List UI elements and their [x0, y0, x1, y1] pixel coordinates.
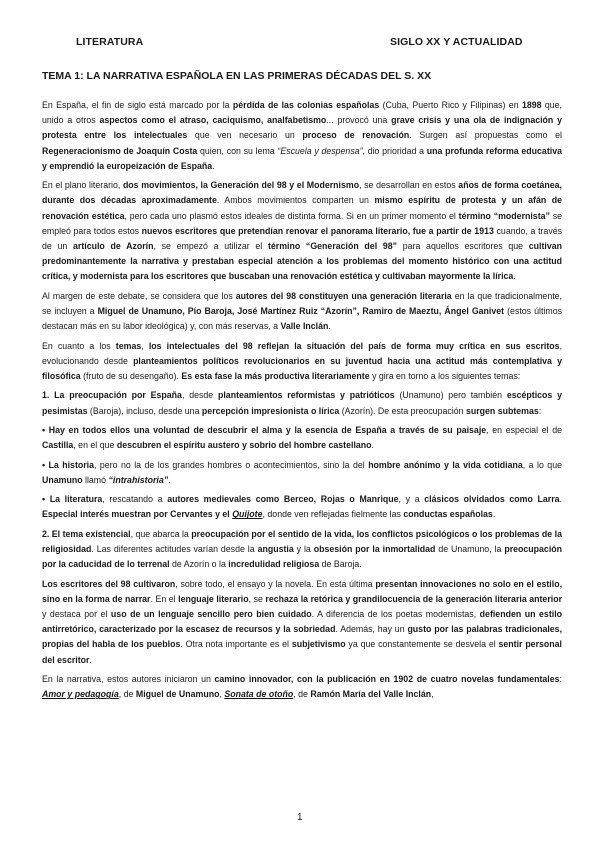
list-item: • Hay en todos ellos una voluntad de descubrir el alma y la esencia de España a través de su paisaje, en especial el de Castilla, en el que descubren el espíritu austero y sobrio del hombre castellano. [42, 425, 562, 451]
paragraph-theme-existential: 2. El tema existencial, que abarca la preocupación por el sentido de la vida, los conflictos psicológicos o los problemas de la religiosidad. Las diferentes actitudes varían desde la angustia y la obsesión por la inmortalidad de Unamuno, la preocupación por la caducidad de lo terrenal de Azorín o la incredulidad religiosa de Baroja. [42, 528, 563, 570]
header-period: SIGLO XX Y ACTUALIDAD [390, 36, 523, 48]
page-number: 1 [297, 812, 303, 823]
list-item: • La historia, pero no la de los grandes hombres o acontecimientos, sino la del hombre anónimo y la vida cotidiana, a lo que Unamuno llamó “intrahistoria”. [42, 459, 562, 485]
header-subject: LITERATURA [76, 36, 144, 48]
page-title: TEMA 1: LA NARRATIVA ESPAÑOLA EN LAS PRIMERAS DÉCADAS DEL S. XX [42, 70, 432, 82]
paragraph-authors: Al margen de este debate, se considera que los autores del 98 constituyen una generación literaria en la que tradicionalmente, se incluyen a Miguel de Unamuno, Pío Baroja, José Martínez Ruiz “Azorín”, Ramiro de Maeztu, Ángel Ganivet (estos últimos destacan más en su labor ideológica) y, con más reservas, a Valle Inclán. [42, 290, 563, 332]
paragraph-narrative: En la narrativa, estos autores iniciaron un camino innovador, con la publicación en 1902 de cuatro novelas fundamentales: Amor y pedagogía, de Miguel de Unamuno, Sonata de otoño, de Ramón María del Valle Inclán, [42, 673, 562, 700]
paragraph-style: Los escritores del 98 cultivaron, sobre todo, el ensayo y la novela. En esta última presentan innovaciones no solo en el estilo, sino en la forma de narrar. En el lenguaje literario, se rechaza la retórica y grandilocuencia de la generación literaria anterior y destaca por el uso de un lenguaje sencillo pero bien cuidado. A diferencia de los poetas modernistas, defienden un estilo antirretórico, caracterizado por la escasez de recursos y la sobriedad. Además, hay un gusto por las palabras tradicionales, propias del habla de los pueblos. Otra nota importante es el subjetivismo ya que constantemente se desvela el sentir personal del escritor. [42, 578, 563, 665]
paragraph-theme-spain: 1. La preocupación por España, desde planteamientos reformistas y patrióticos (Unamuno) pero también escépticos y pesimistas (Baroja), incluso, desde una percepción impresionista o lírica (Azorín). De esta preocupación surgen subtemas: [42, 390, 562, 416]
paragraph-movements: En el plano literario, dos movimientos, la Generación del 98 y el Modernismo, se desarrollan en estos años de forma coetánea, durante dos décadas aproximadamente. Ambos movimientos comparten un mismo espíritu de protesta y un afán de renovación estética, pero cada uno plasmó estos ideales de distinta forma. Si en un primer momento el término “modernista” se empleó para todos estos nuevos escritores que pretendían renovar el panorama literario, fue a partir de 1913 cuando, a través de un artículo de Azorín, se empezó a utilizar el término “Generación del 98” para aquellos escritores que cultivan predominantemente la narrativa y prestaban especial atención a los problemas del momento histórico con una actitud crítica, y modernista para los escritores que buscaban una renovación estética y cultivaban mayormente la lírica. [42, 180, 563, 282]
paragraph-themes: En cuanto a los temas, los intelectuales del 98 reflejan la situación del país de forma muy crítica en sus escritos, evolucionando desde planteamientos políticos revolucionarios en su juventud hacia una actitud más contemplativa y filosófica (fruto de su desengaño). Es esta fase la más productiva literariamente y gira en torno a los siguientes temas: [42, 340, 563, 382]
paragraph-intro: En España, el fin de siglo está marcado por la pérdida de las colonias españolas (Cuba, Puerto Rico y Filipinas) en 1898 que, unido a otros aspectos como el atraso, caciquismo, analfabetismo... provocó una grave crisis y una ola de indignación y protesta entre los intelectuales que ven necesario un proceso de renovación. Surgen así propuestas como el Regeneracionismo de Joaquín Costa quien, con su lema “Escuela y despensa”, dio prioridad a una profunda reforma educativa y emprendió la europeización de España. [42, 100, 563, 171]
list-item: • La literatura, rescatando a autores medievales como Berceo, Rojas o Manrique, y a clásicos olvidados como Larra. Especial interés muestran por Cervantes y el Quijote, donde ven reflejadas fielmente las conductas españolas. [42, 494, 562, 520]
document-body [42, 98, 562, 707]
